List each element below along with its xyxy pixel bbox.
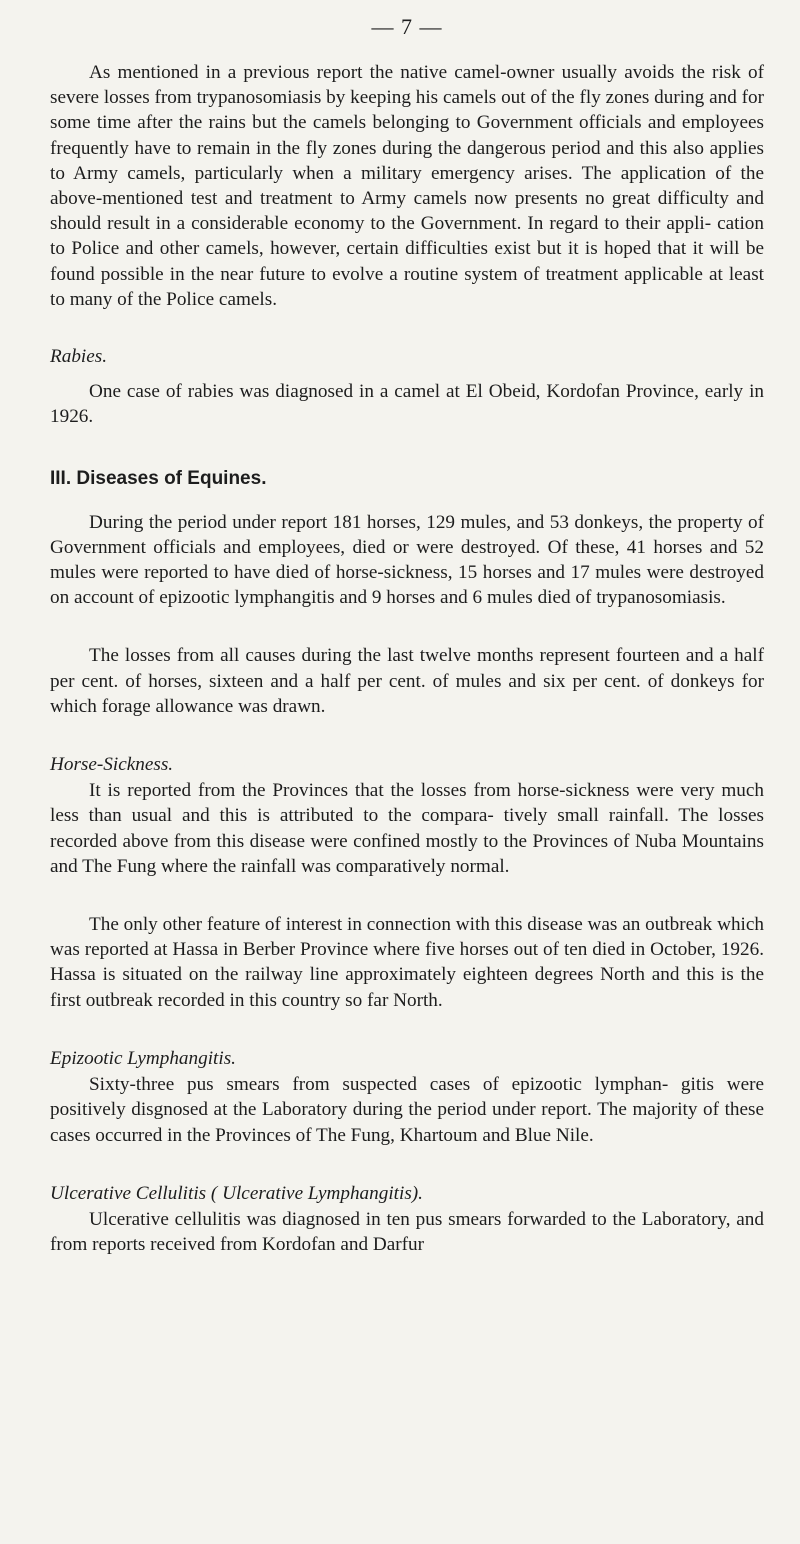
epizootic-heading: Epizootic Lymphangitis. [50,1047,236,1069]
rabies-paragraph: One case of rabies was diagnosed in a camel at El Obeid, Kordofan Province, early in 1926. [50,381,764,428]
intro-paragraph: As mentioned in a previous report the native camel-owner usually avoids the risk of severe losses from trypanosomiasis by keeping his camels out of the fly zones during and for some time after the rains but the camels belonging to Government officials and employees frequently have to remain in the fly zones during the dangerous period and this also applies to Army camels, particularly when a military emergency arises. The application of the above-mentioned test and treatment to Army camels now presents no great difficulty and should result in a considerable economy to the Government. In regard to their appli- cation to Police and other camels, however, certain difficulties exist but it is hoped that it will be found possible in the near future to evolve a routine system of treatment applicable at least to many of the Police camels. [50,62,764,310]
horse-sickness-paragraph-2: The only other feature of interest in connection with this disease was an outbreak which was reported at Hassa in Berber Province where five horses out of ten died in October, 1926. Hassa is situated on the railway line approximately eighteen degrees North and this is the first outbreak recorded in this country so far North. [50,914,764,1011]
rabies-heading: Rabies. [50,346,108,368]
equines-paragraph-2: The losses from all causes during the last twelve months represent fourteen and a half per cent. of horses, sixteen and a half per cent. of mules and six per cent. of donkeys for which forage allowance was drawn. [50,645,764,717]
epizootic-paragraph: Sixty-three pus smears from suspected cases of epizootic lymphan- gitis were positively disgnosed at the Laboratory during the period under report. The majority of these cases occurred in the Provinces of The Fung, Khartoum and Blue Nile. [50,1074,764,1146]
ulcerative-heading: Ulcerative Cellulitis ( Ulcerative Lymphangitis). [50,1182,423,1204]
ulcerative-paragraph: Ulcerative cellulitis was diagnosed in ten pus smears forwarded to the Laboratory, and from reports received from Kordofan and Darfur [50,1208,764,1256]
equines-section-heading: III. Diseases of Equines. [50,467,267,489]
horse-sickness-paragraph-1: It is reported from the Provinces that the losses from horse-sickness were very much less than usual and this is attributed to the compara- tively small rainfall. The losses recorded above from this disease were confined mostly to the Provinces of Nuba Mountains and The Fung where the rainfall was comparatively normal. [50,780,764,877]
equines-paragraph-1: During the period under report 181 horses, 129 mules, and 53 donkeys, the property of Government officials and employees, died or were destroyed. Of these, 41 horses and 52 mules were reported to have died of horse-sickness, 15 horses and 17 mules were destroyed on account of epizootic lymphangitis and 9 horses and 6 mules died of trypanosomiasis. [50,511,764,609]
page-number: — 7 — [371,14,443,39]
horse-sickness-heading: Horse-Sickness. [50,754,174,776]
